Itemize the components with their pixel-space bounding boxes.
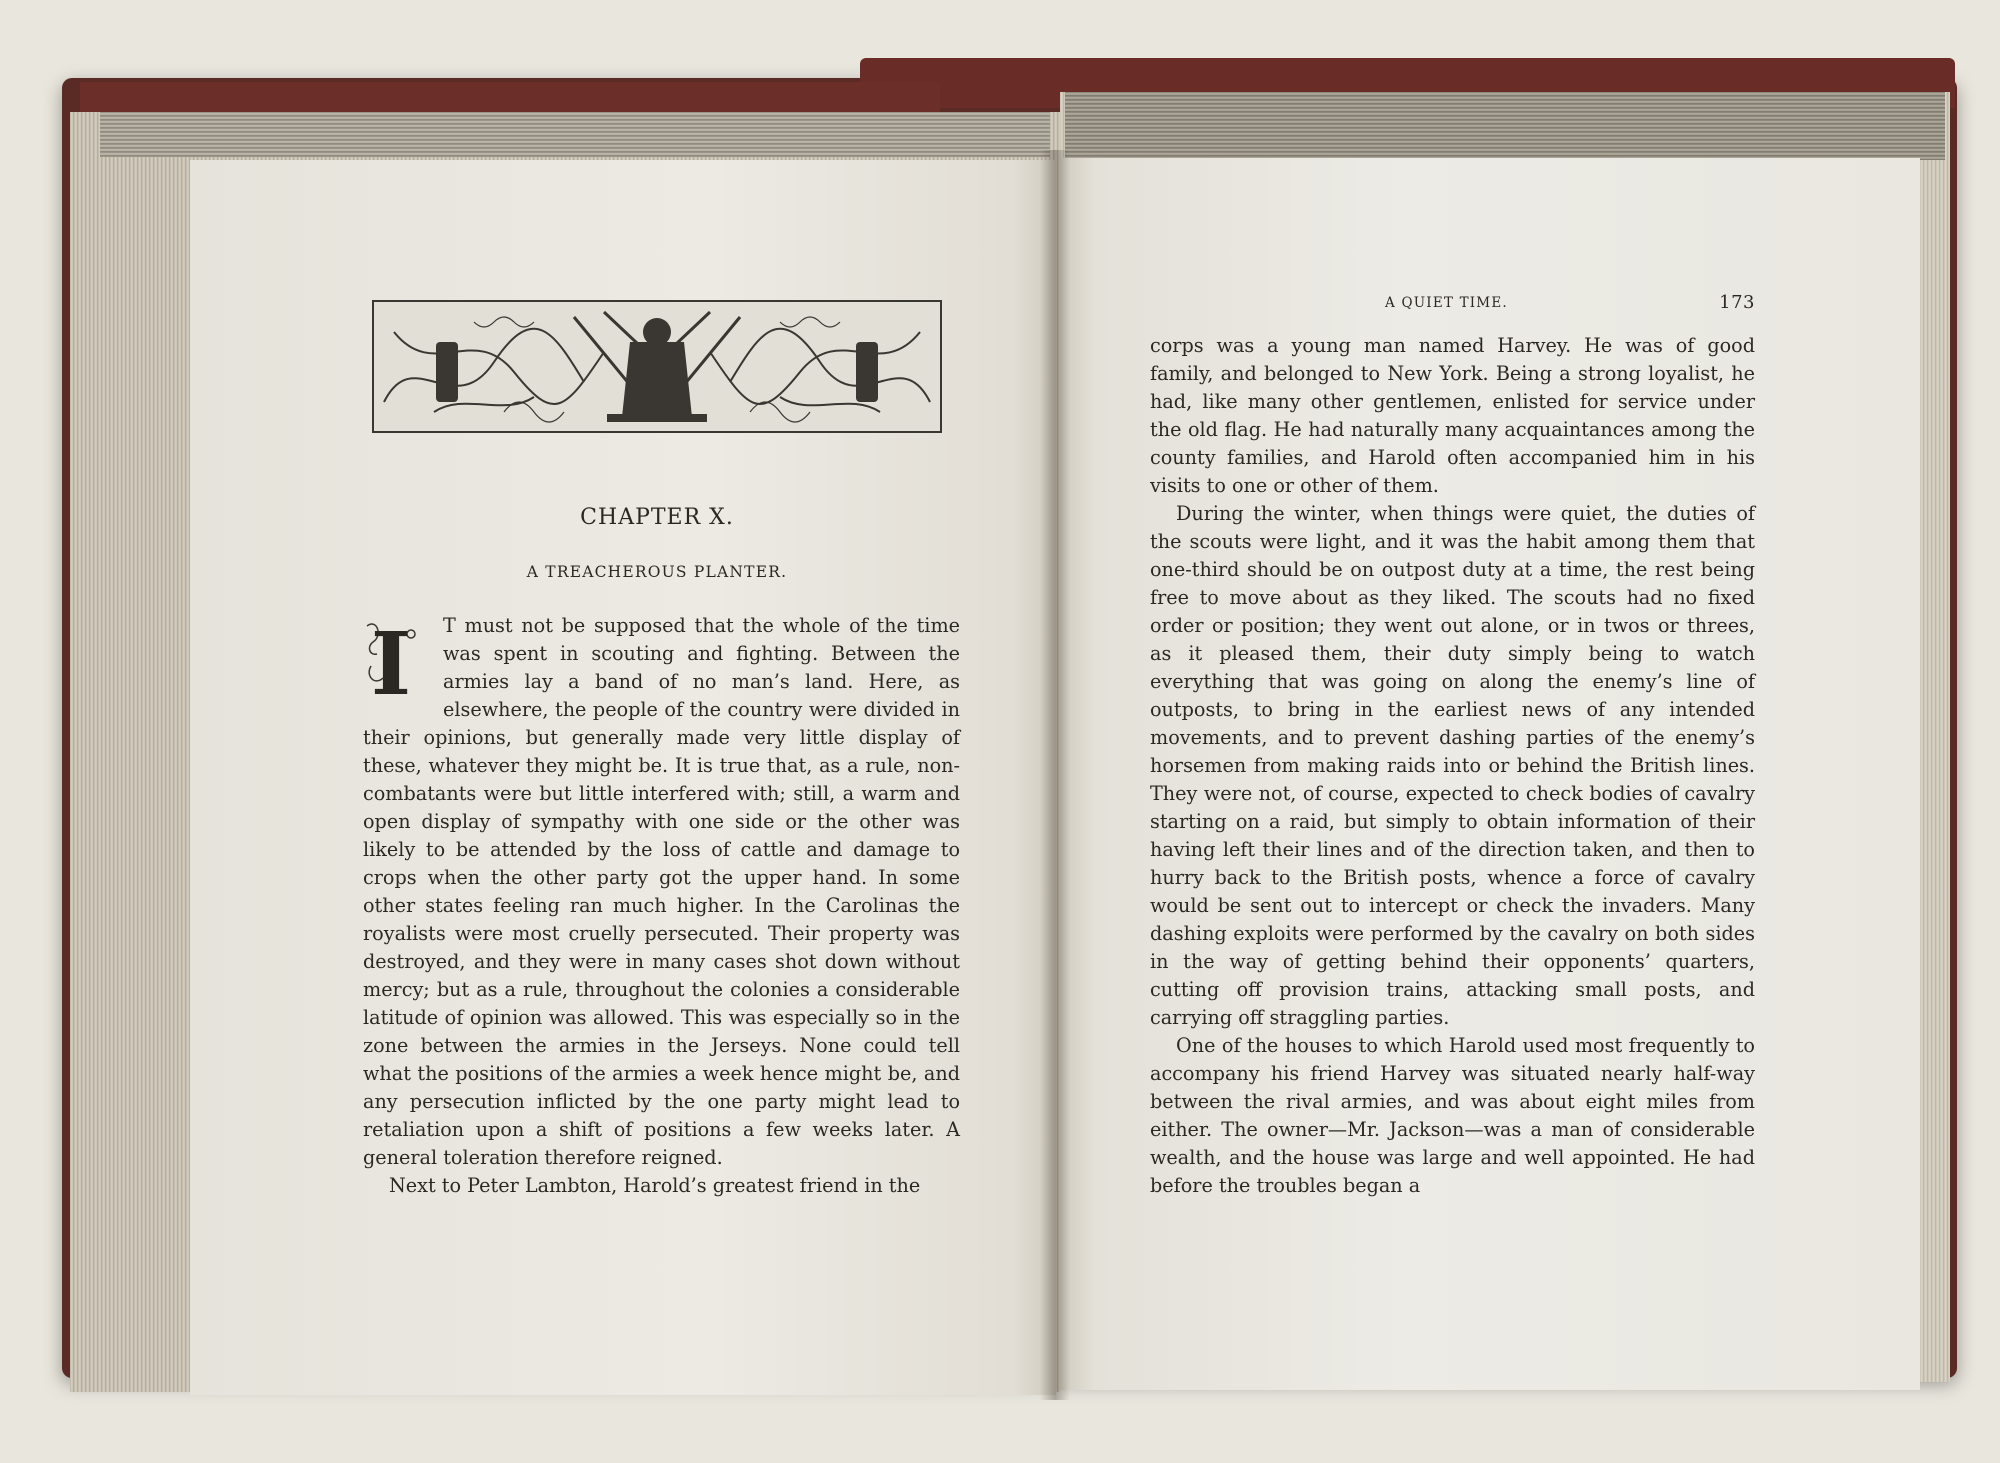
running-head-title: A QUIET TIME. (1385, 295, 1508, 311)
ornament-icon (374, 302, 940, 431)
page-stack-left-top (100, 112, 1050, 157)
page-number: 173 (1719, 292, 1755, 313)
paragraph: One of the houses to which Harold used most frequently to accompany his friend Harvey was situated nearly half-way between the rival armies, and was about eight miles from either. The owner—Mr. Jackson—was a man of considerable wealth, and the house was large and well appointed. He had before the troubles began a (1150, 1034, 1755, 1197)
page-stack-right-top (1065, 92, 1945, 160)
drop-cap-spacer (363, 612, 443, 722)
paragraph: Next to Peter Lambton, Harold’s greatest friend in the (389, 1174, 921, 1197)
chapter-subtitle: A TREACHEROUS PLANTER. (526, 563, 788, 581)
left-page-body (363, 612, 960, 1200)
book-gutter (1040, 150, 1070, 1400)
paragraph: corps was a young man named Harvey. He was of good family, and belonged to New York. Being a strong loyalist, he had, like many other gentlemen, enlisted for service under the old flag. He had naturally many acquaintances among the county families, and Harold often accompanied him in his visits to one or other of them. (1150, 334, 1755, 497)
chapter-title: CHAPTER X. (580, 505, 734, 530)
ornamental-headpiece (372, 300, 942, 433)
paragraph: During the winter, when things were quiet, the duties of the scouts were light, and it was the habit among them that one-third should be on outpost duty at a time, the rest being free to move about as they liked. The scouts had no fixed order or position; they went out alone, or in twos or threes, as it pleased them, their duty simply being to watch everything that was going on along the enemy’s line of outposts, to bring in the earliest news of any intended movements, and to prevent dashing parties of the enemy’s horsemen from making raids into or behind the British lines. They were not, of course, expected to check bodies of cavalry starting on a raid, but simply to obtain information of their having left their lines and of the direction taken, and then to hurry back to the British posts, whence a force of cavalry would be sent out to intercept or check the invaders. Many dashing exploits were performed by the cavalry on both sides in the way of getting behind their opponents’ quarters, cutting off provision trains, attacking small posts, and carrying off straggling parties. (1150, 502, 1755, 1029)
right-page-body (1150, 332, 1755, 1200)
paragraph: T must not be supposed that the whole of the time was spent in scouting and fighting. Between the armies lay a band of no man’s land. Here, as elsewhere, the people of the country were divided in their opinions, but generally made very little display of these, whatever they might be. It is true that, as a rule, non-combatants were but little interfered with; still, a warm and open display of sympathy with one side or the other was likely to be attended by the loss of cattle and damage to crops when the other party got the upper hand. In some other states feeling ran much higher. In the Carolinas the royalists were most cruelly persecuted. Their property was destroyed, and they were in many cases shot down without mercy; but as a rule, throughout the colonies a considerable latitude of opinion was allowed. This was especially so in the zone between the armies in the Jerseys. None could tell what the positions of the armies a week hence might be, and any persecution inflicted by the one party might lead to retaliation upon a shift of positions a few weeks later. A general toleration therefore reigned. (363, 614, 960, 1169)
drop-cap-letter: I (370, 616, 412, 702)
